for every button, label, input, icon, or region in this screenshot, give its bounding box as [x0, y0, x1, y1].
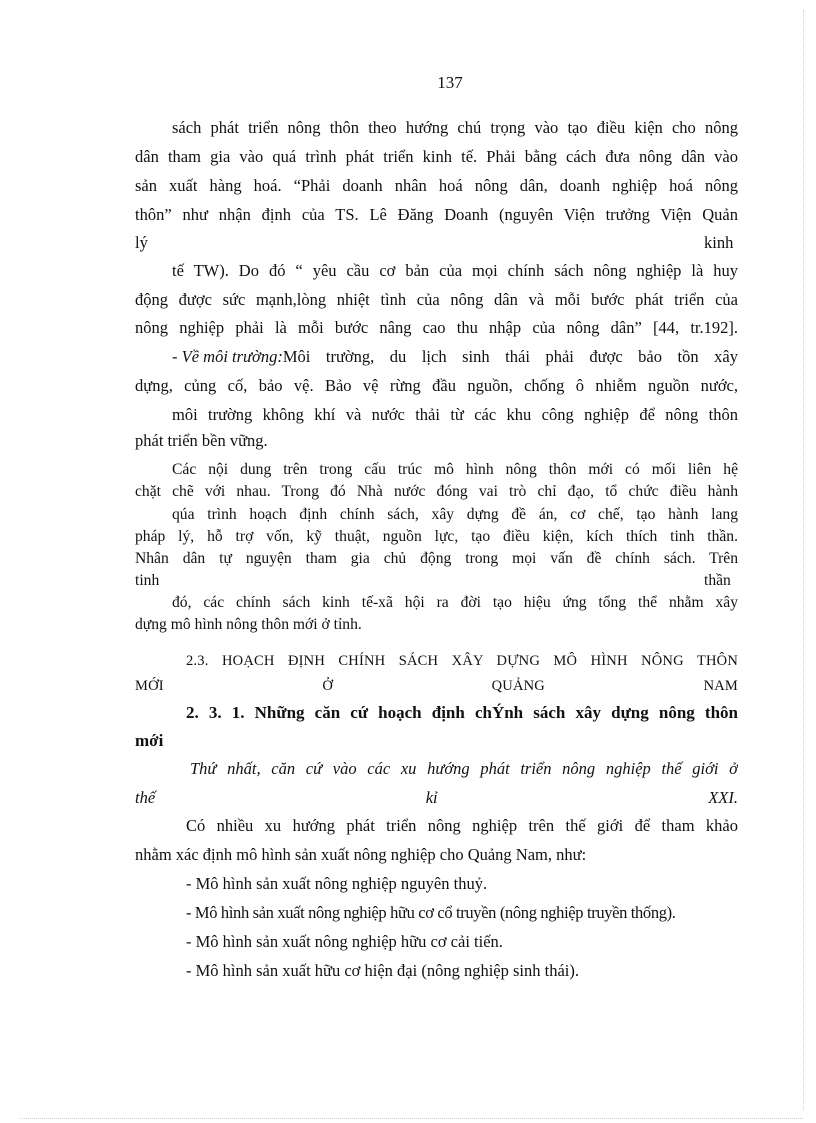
text-line-12: phát triển bền vững. [135, 431, 268, 450]
heading-word-1: MỚI [135, 678, 164, 694]
list-item-2: - Mô hình sản xuất nông nghiệp hữu cơ cổ truyền (nông nghiệp truyền thống). [186, 903, 676, 922]
text-line-14: chặt chẽ với nhau. Trong đó Nhà nước đóng vai trò chỉ đạo, tổ chức điều hành [135, 483, 738, 500]
text-line-16: pháp lý, hỗ trợ vốn, kỹ thuật, nguồn lực, tạo điều kiện, kích thích tinh thần. [135, 528, 738, 545]
text-line-8: nông nghiệp phải là mỗi bước nâng cao thu nhập của nông dân” [44, tr.192]. [135, 318, 738, 337]
heading-word-4: NAM [703, 678, 738, 694]
text-line-5a: lý [135, 233, 148, 252]
text-line-1: sách phát triển nông thôn theo hướng chú trọng vào tạo điều kiện cho nông [172, 118, 738, 137]
italic-line-2 [135, 788, 738, 808]
text-line-13: Các nội dung trên trong cấu trúc mô hình nông thôn mới có mối liên hệ [172, 461, 738, 478]
text-line-11: môi trường không khí và nước thải từ các khu công nghiệp để nông thôn [172, 405, 738, 424]
text-line-2: dân tham gia vào quá trình phát triển kinh tế. Phải bằng cách đưa nông dân vào [135, 147, 738, 166]
page-edge-bottom [20, 1118, 803, 1119]
list-item-1: - Mô hình sản xuất nông nghiệp nguyên thuỷ. [186, 874, 488, 893]
text-line-18b: thần [704, 572, 731, 589]
italic-line-1: Thứ nhất, căn cứ vào các xu hướng phát triển nông nghiệp thế giới ở [190, 759, 738, 778]
subsection-heading-2-3-1-cont: mới [135, 731, 164, 750]
text-line-19: đó, các chính sách kinh tế-xã hội ra đời tạo hiệu ứng tổng thể nhằm xây [172, 594, 738, 611]
list-item-4: - Mô hình sản xuất hữu cơ hiện đại (nông nghiệp sinh thái). [186, 961, 579, 980]
text-line-4: thôn” như nhận định của TS. Lê Đăng Doanh (nguyên Viện trưởng Viện Quản [135, 205, 738, 224]
subsection-heading-2-3-1: 2. 3. 1. Những căn cứ hoạch định chÝnh sách xây dựng nông thôn [186, 703, 738, 722]
text-line-17: Nhân dân tự nguyện tham gia chủ động trong mọi vấn đề chính sách. Trên [135, 550, 738, 567]
section-heading-2-3: 2.3. HOẠCH ĐỊNH CHÍNH SÁCH XÂY DỰNG MÔ HÌNH NÔNG THÔN [186, 653, 738, 669]
text-line-18a: tinh [135, 572, 160, 589]
text-line-6: tế TW). Do đó “ yêu cầu cơ bản của mọi chính sách nông nghiệp là huy [172, 261, 738, 280]
environment-text: Môi trường, du lịch sinh thái phải được bảo tồn xây [282, 347, 738, 366]
heading-word-3: QUẢNG [491, 678, 545, 694]
page-number: 137 [437, 73, 463, 92]
section-heading-2-3-cont [135, 676, 738, 696]
closing-line-1: Có nhiều xu hướng phát triển nông nghiệp trên thế giới để tham khảo [186, 816, 738, 835]
page-edge-right [803, 10, 804, 1110]
text-line-20: dựng mô hình nông thôn mới ở tỉnh. [135, 616, 362, 633]
italic-word-2: kỉ [425, 788, 438, 807]
text-line-3: sản xuất hàng hoá. “Phải doanh nhân hoá nông dân, doanh nghiệp hoá nông [135, 176, 738, 195]
text-line-5b: kinh [704, 233, 734, 252]
text-line-9 [172, 347, 738, 369]
text-line-10: dựng, củng cố, bảo vệ. Bảo vệ rừng đầu nguồn, chống ô nhiễm nguồn nước, [135, 376, 738, 395]
italic-word-3: XXI. [708, 788, 738, 807]
heading-word-2: Ở [322, 678, 334, 694]
environment-label: - Về môi trường: [172, 347, 283, 366]
italic-word-1: thế [135, 788, 156, 807]
text-line-15: qúa trình hoạch định chính sách, xây dựng đề án, cơ chế, tạo hành lang [172, 506, 738, 523]
list-item-3: - Mô hình sản xuất nông nghiệp hữu cơ cải tiến. [186, 932, 503, 951]
text-line-7: động được sức mạnh,lòng nhiệt tình của nông dân và mỗi bước phát triển của [135, 290, 738, 309]
closing-line-2: nhằm xác định mô hình sản xuất nông nghiệp cho Quảng Nam, như: [135, 845, 587, 864]
